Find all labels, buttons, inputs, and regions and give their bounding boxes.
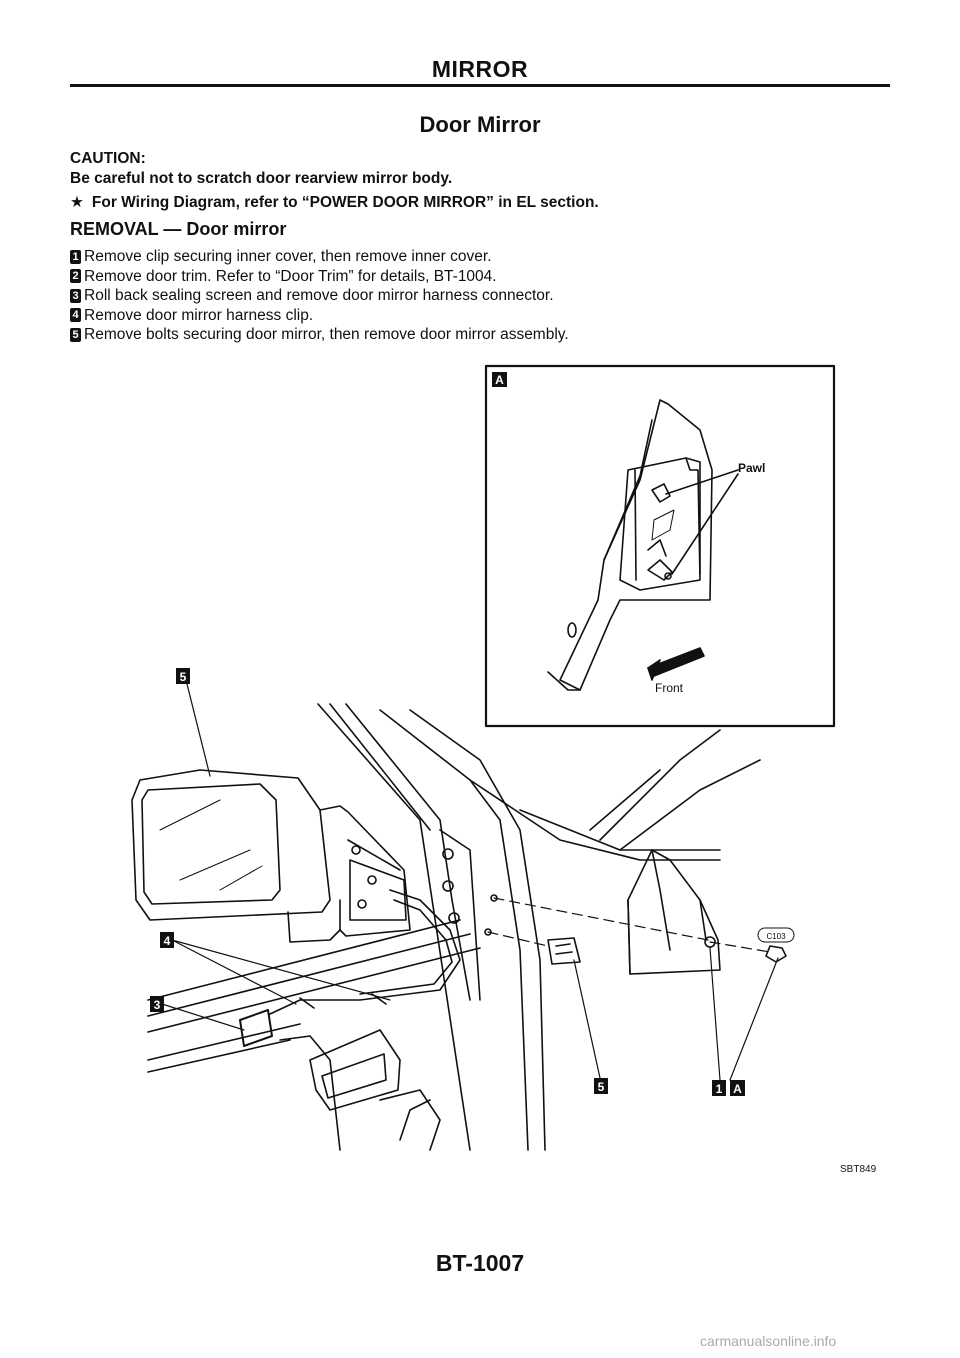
mirror-assembly	[132, 770, 410, 942]
door-lower-panel	[280, 1030, 440, 1150]
step-item	[70, 306, 890, 326]
step-text: Roll back sealing screen and remove door mirror harness connector.	[84, 287, 554, 304]
callout-number: 5	[179, 670, 187, 684]
step-number-badge: 3	[70, 289, 81, 303]
callout-number: 1	[715, 1082, 723, 1096]
door-frame	[318, 704, 760, 1150]
callout-4	[160, 932, 174, 948]
front-label: Front	[655, 681, 684, 695]
figure-code: SBT849	[840, 1164, 877, 1175]
page-header-title: MIRROR	[431, 56, 529, 82]
door-belt-line	[148, 920, 480, 1072]
callout-5-top	[176, 668, 190, 684]
callout-suffix: A	[733, 1082, 742, 1096]
step-item	[70, 247, 890, 267]
header-rule	[70, 84, 890, 87]
wiring-note-text: For Wiring Diagram, refer to “POWER DOOR MIRROR” in EL section.	[91, 194, 599, 211]
step-item	[70, 267, 890, 287]
mounting-bolt	[548, 938, 580, 964]
callout-number: 5	[597, 1080, 605, 1094]
step-text: Remove bolts securing door mirror, then remove door mirror assembly.	[84, 326, 569, 343]
removal-heading: REMOVAL — Door mirror	[70, 219, 287, 239]
star-icon: ★	[70, 194, 84, 211]
inner-cover-main	[628, 850, 720, 974]
step-number-badge: 2	[70, 269, 81, 283]
caution-text: Be careful not to scratch door rearview mirror body.	[70, 170, 453, 187]
callout-number: 3	[153, 998, 161, 1012]
callout-3	[150, 996, 164, 1012]
pawl-label: Pawl	[738, 461, 766, 475]
step-item	[70, 325, 890, 345]
callout-5-bottom	[594, 1078, 608, 1094]
callout-1a	[712, 1080, 745, 1096]
wiring-note	[70, 193, 599, 212]
inset-inner-cover	[548, 400, 738, 690]
step-number-badge: 1	[70, 250, 81, 264]
removal-steps	[70, 247, 890, 345]
step-number-badge: 4	[70, 308, 81, 322]
caution-label: CAUTION:	[70, 150, 146, 167]
section-title: Door Mirror	[419, 112, 541, 137]
step-text: Remove door mirror harness clip.	[84, 306, 314, 324]
step-number-badge: 5	[70, 328, 81, 342]
inset-label-a: A	[495, 373, 504, 387]
step-text: Remove door trim. Refer to “Door Trim” for details, BT-1004.	[84, 267, 497, 285]
clip-label: C103	[766, 932, 786, 941]
door-mirror-illustration	[130, 360, 850, 1160]
clip-c103	[766, 946, 786, 962]
step-item	[70, 286, 890, 306]
page-number: BT-1007	[435, 1250, 525, 1276]
step-text: Remove clip securing inner cover, then remove inner cover.	[84, 248, 492, 265]
watermark-text: carmanualsonline.info	[700, 1333, 837, 1349]
callout-number: 4	[163, 934, 171, 948]
